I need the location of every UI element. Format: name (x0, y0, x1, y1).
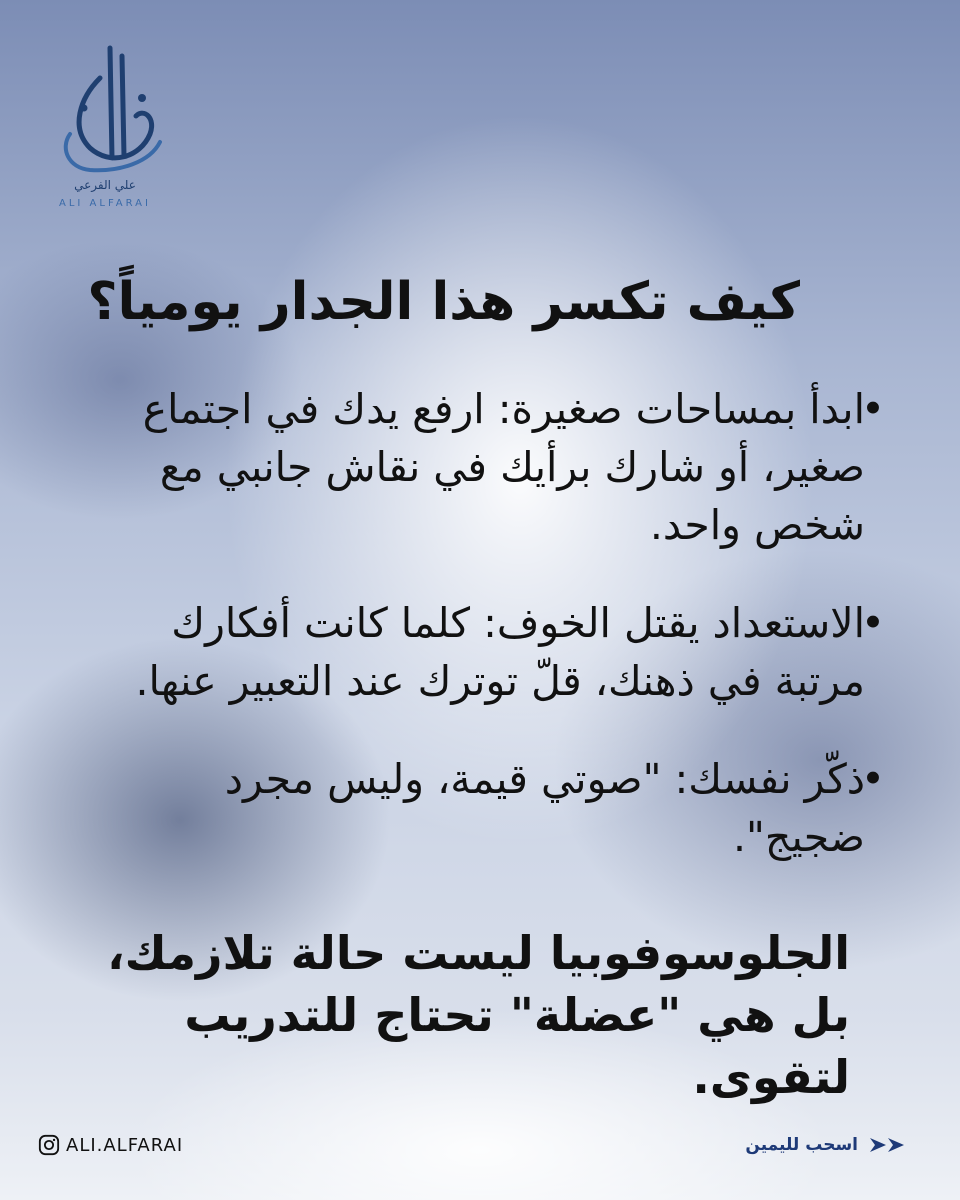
double-arrow-right-icon (868, 1136, 910, 1154)
instagram-handle: ALI.ALFARAI (66, 1134, 184, 1156)
tip-text: ابدأ بمساحات صغيرة: ارفع يدك في اجتماع صغير، أو شارك برأيك في نقاش جانبي مع شخص واحد. (142, 385, 865, 549)
tip-item (105, 594, 885, 710)
tip-text: ذكّر نفسك: "صوتي قيمة، وليس مجرد ضجيج". (224, 755, 865, 861)
instagram-icon (38, 1134, 60, 1156)
brand-logo (40, 28, 170, 209)
tip-item (105, 380, 885, 554)
bullet-icon: • (860, 385, 885, 433)
tip-text: الاستعداد يقتل الخوف: كلما كانت أفكارك مرتبة في ذهنك، قلّ توترك عند التعبير عنها. (135, 599, 865, 705)
swipe-hint[interactable] (745, 1132, 910, 1158)
tip-item (105, 750, 885, 866)
post-title: كيف تكسر هذا الجدار يومياً؟ (87, 272, 800, 332)
logo-english-name: ALI ALFARAI (59, 198, 151, 209)
logo-arabic-name: علي الفرعي (74, 178, 136, 192)
calligraphy-logo-icon (40, 28, 170, 198)
instagram-link[interactable] (38, 1132, 183, 1158)
conclusion-text: الجلوسوفوبيا ليست حالة تلازمك، بل هي "عضلة" تحتاج للتدريب لتقوى. (107, 926, 850, 1104)
bullet-icon: • (860, 755, 885, 803)
bullet-icon: • (860, 599, 885, 647)
tips-list (105, 380, 885, 906)
swipe-text: اسحب لليمين (745, 1135, 858, 1155)
